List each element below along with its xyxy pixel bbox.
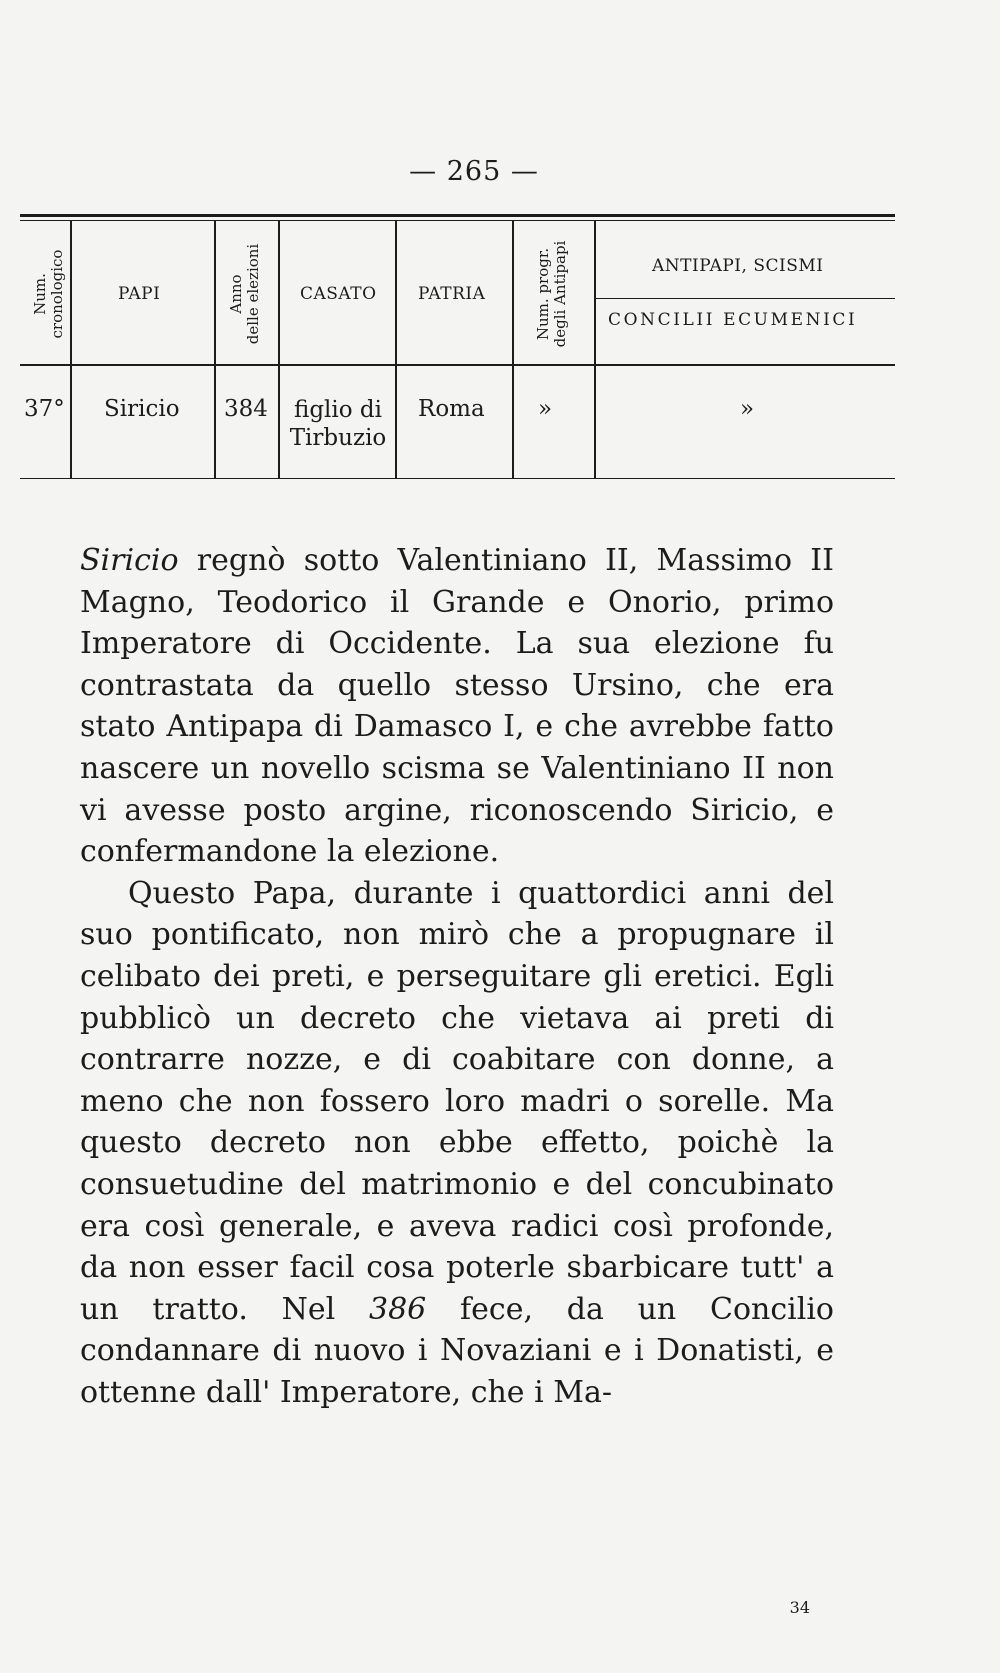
cell-papa: Siricio — [104, 396, 180, 422]
header-num-antipapi: Num. progr. degli Antipapi — [534, 240, 569, 348]
row-divider-5 — [512, 366, 514, 478]
col-divider-3 — [278, 220, 280, 364]
antipapi-subdivider — [596, 298, 895, 299]
col-divider-6 — [594, 220, 596, 364]
paragraph-1: Siricio regnò sotto Valentiniano II, Massimo II Magno, Teodorico il Grande e Onorio, primo Imperatore di Occidente. La sua elezione fu contrastata da quello stesso Ursino, che era stato Antipapa di Damasco I, e che avrebbe fatto nascere un novello scisma se Valentiniano II non vi avesse posto argine, riconoscendo Siricio, e confermandone la elezione. — [80, 543, 834, 870]
header-papi: PAPI — [118, 284, 161, 304]
pope-name: Siricio — [80, 543, 179, 578]
cell-antipapi: » — [740, 396, 755, 422]
table-top-rule — [20, 214, 895, 217]
cell-num: 37° — [24, 396, 65, 422]
row-divider-4 — [395, 366, 397, 478]
header-num-cronologico: Num. cronologico — [31, 249, 66, 339]
cell-casato: figlio di Tirbuzio — [289, 397, 387, 451]
col-divider-4 — [395, 220, 397, 364]
col-divider-5 — [512, 220, 514, 364]
header-divider — [20, 364, 895, 366]
header-antipapi-scismi: ANTIPAPI, SCISMI — [652, 256, 824, 276]
row-divider-2 — [214, 366, 216, 478]
header-casato: CASATO — [300, 284, 377, 304]
page-number: — 265 — — [409, 156, 539, 187]
paragraph-2: Questo Papa, durante i quattordici anni del suo pontificato, non mirò che a propugnare il celibato dei preti, e perseguitare gli eretici. Egli pubblicò un decreto che vietava ai preti di contrarre nozze, e di coabitare con donne, a meno che non fossero loro madri o sorelle. Ma questo decreto non ebbe effetto, poichè la consuetudine del matrimonio e del concubinato era così generale, e aveva radici così profonde, da non esser facil cosa poterle sbarbicare tutt' a un tratto. Nel 386 fece, da un Concilio condannare di nuovo i Novaziani e i Donatisti, e ottenne dall' Imperatore, che i Ma- — [80, 875, 834, 1410]
year-386: 386 — [369, 1291, 427, 1327]
header-concilii: CONCILII ECUMENICI — [608, 310, 858, 330]
row-divider-6 — [594, 366, 596, 478]
col-divider-1 — [70, 220, 72, 364]
row-divider-1 — [70, 366, 72, 478]
table-bottom-rule — [20, 478, 895, 479]
cell-num-antipapi: » — [538, 396, 553, 422]
row-divider-3 — [278, 366, 280, 478]
col-divider-2 — [214, 220, 216, 364]
body-text — [80, 540, 834, 1413]
header-patria: PATRIA — [418, 284, 486, 304]
cell-anno: 384 — [224, 396, 268, 422]
cell-patria: Roma — [418, 396, 485, 422]
table-top-rule-thin — [20, 220, 895, 221]
header-anno: Anno delle elezioni — [227, 243, 262, 345]
signature-mark: 34 — [789, 1598, 810, 1617]
